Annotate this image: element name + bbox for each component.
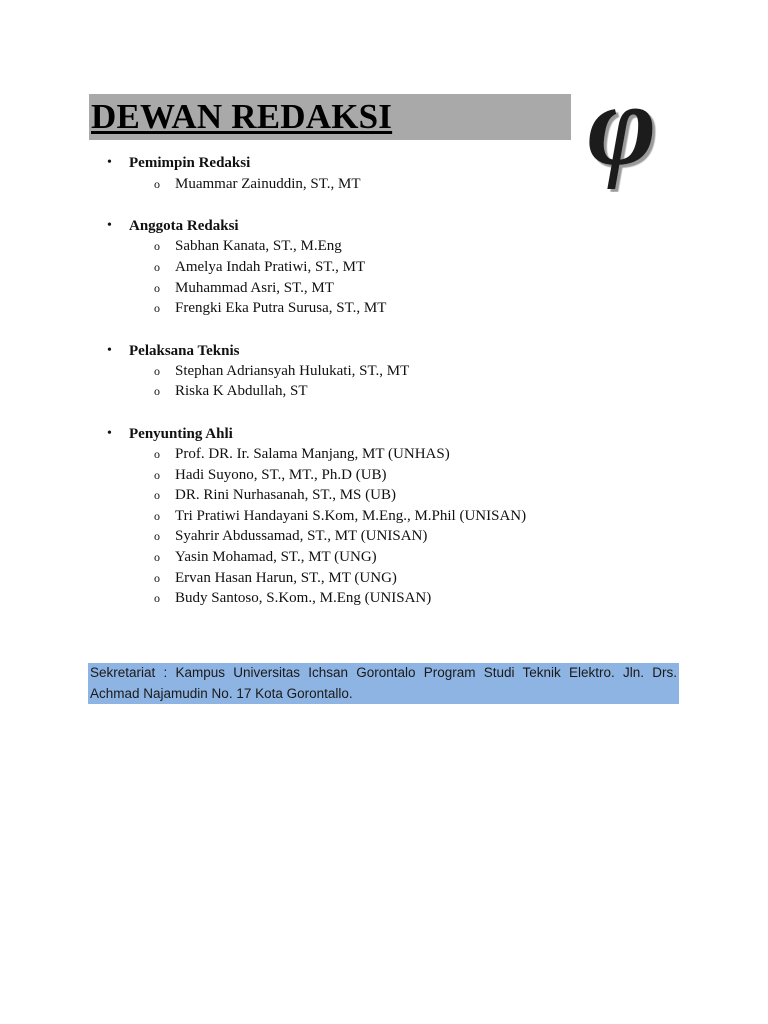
list-item: Yasin Mohamad, ST., MT (UNG) (175, 549, 377, 565)
phi-symbol-icon (572, 76, 684, 192)
title-bar (89, 94, 571, 140)
list-item: Sabhan Kanata, ST., M.Eng (175, 238, 342, 254)
list-item: Muhammad Asri, ST., MT (175, 280, 334, 296)
circle-bullet-icon: o (154, 509, 160, 523)
secretariat-address: Sekretariat : Kampus Universitas Ichsan Gorontalo Program Studi Teknik Elektro. Jln. Drs. Achmad Najamudin No. 17 Kota Gorontallo. (90, 665, 677, 701)
secretariat-box (88, 663, 679, 704)
circle-bullet-icon: o (154, 529, 160, 543)
list-item: Budy Santoso, S.Kom., M.Eng (UNISAN) (175, 590, 432, 606)
page-title: DEWAN REDAKSI (91, 97, 393, 136)
circle-bullet-icon: o (154, 239, 160, 253)
list-item: Stephan Adriansyah Hulukati, ST., MT (175, 363, 410, 379)
circle-bullet-icon: o (154, 177, 160, 191)
circle-bullet-icon: o (154, 447, 160, 461)
circle-bullet-icon: o (154, 591, 160, 605)
circle-bullet-icon: o (154, 260, 160, 274)
circle-bullet-icon: o (154, 384, 160, 398)
list-item: Syahrir Abdussamad, ST., MT (UNISAN) (175, 528, 428, 544)
bullet-icon: • (107, 343, 112, 358)
list-item: Frengki Eka Putra Surusa, ST., MT (175, 300, 387, 316)
section-heading: Pemimpin Redaksi (129, 155, 251, 171)
list-item: Amelya Indah Pratiwi, ST., MT (175, 259, 366, 275)
circle-bullet-icon: o (154, 281, 160, 295)
section-heading: Pelaksana Teknis (129, 343, 240, 359)
circle-bullet-icon: o (154, 468, 160, 482)
phi-glyph: φ (587, 76, 657, 190)
list-item: Muammar Zainuddin, ST., MT (175, 176, 361, 192)
circle-bullet-icon: o (154, 488, 160, 502)
circle-bullet-icon: o (154, 550, 160, 564)
bullet-icon: • (107, 426, 112, 441)
list-item: Tri Pratiwi Handayani S.Kom, M.Eng., M.Phil (UNISAN) (175, 508, 527, 524)
phi-logo-graphic (572, 76, 684, 192)
list-item: Hadi Suyono, ST., MT., Ph.D (UB) (175, 467, 387, 483)
section-heading: Anggota Redaksi (129, 218, 239, 234)
bullet-icon: • (107, 155, 112, 170)
circle-bullet-icon: o (154, 571, 160, 585)
circle-bullet-icon: o (154, 364, 160, 378)
bullet-icon: • (107, 218, 112, 233)
list-item: Riska K Abdullah, ST (175, 383, 308, 399)
list-item: Ervan Hasan Harun, ST., MT (UNG) (175, 570, 397, 586)
list-item: Prof. DR. Ir. Salama Manjang, MT (UNHAS) (175, 446, 450, 462)
section-heading: Penyunting Ahli (129, 426, 233, 442)
list-item: DR. Rini Nurhasanah, ST., MS (UB) (175, 487, 396, 503)
circle-bullet-icon: o (154, 301, 160, 315)
